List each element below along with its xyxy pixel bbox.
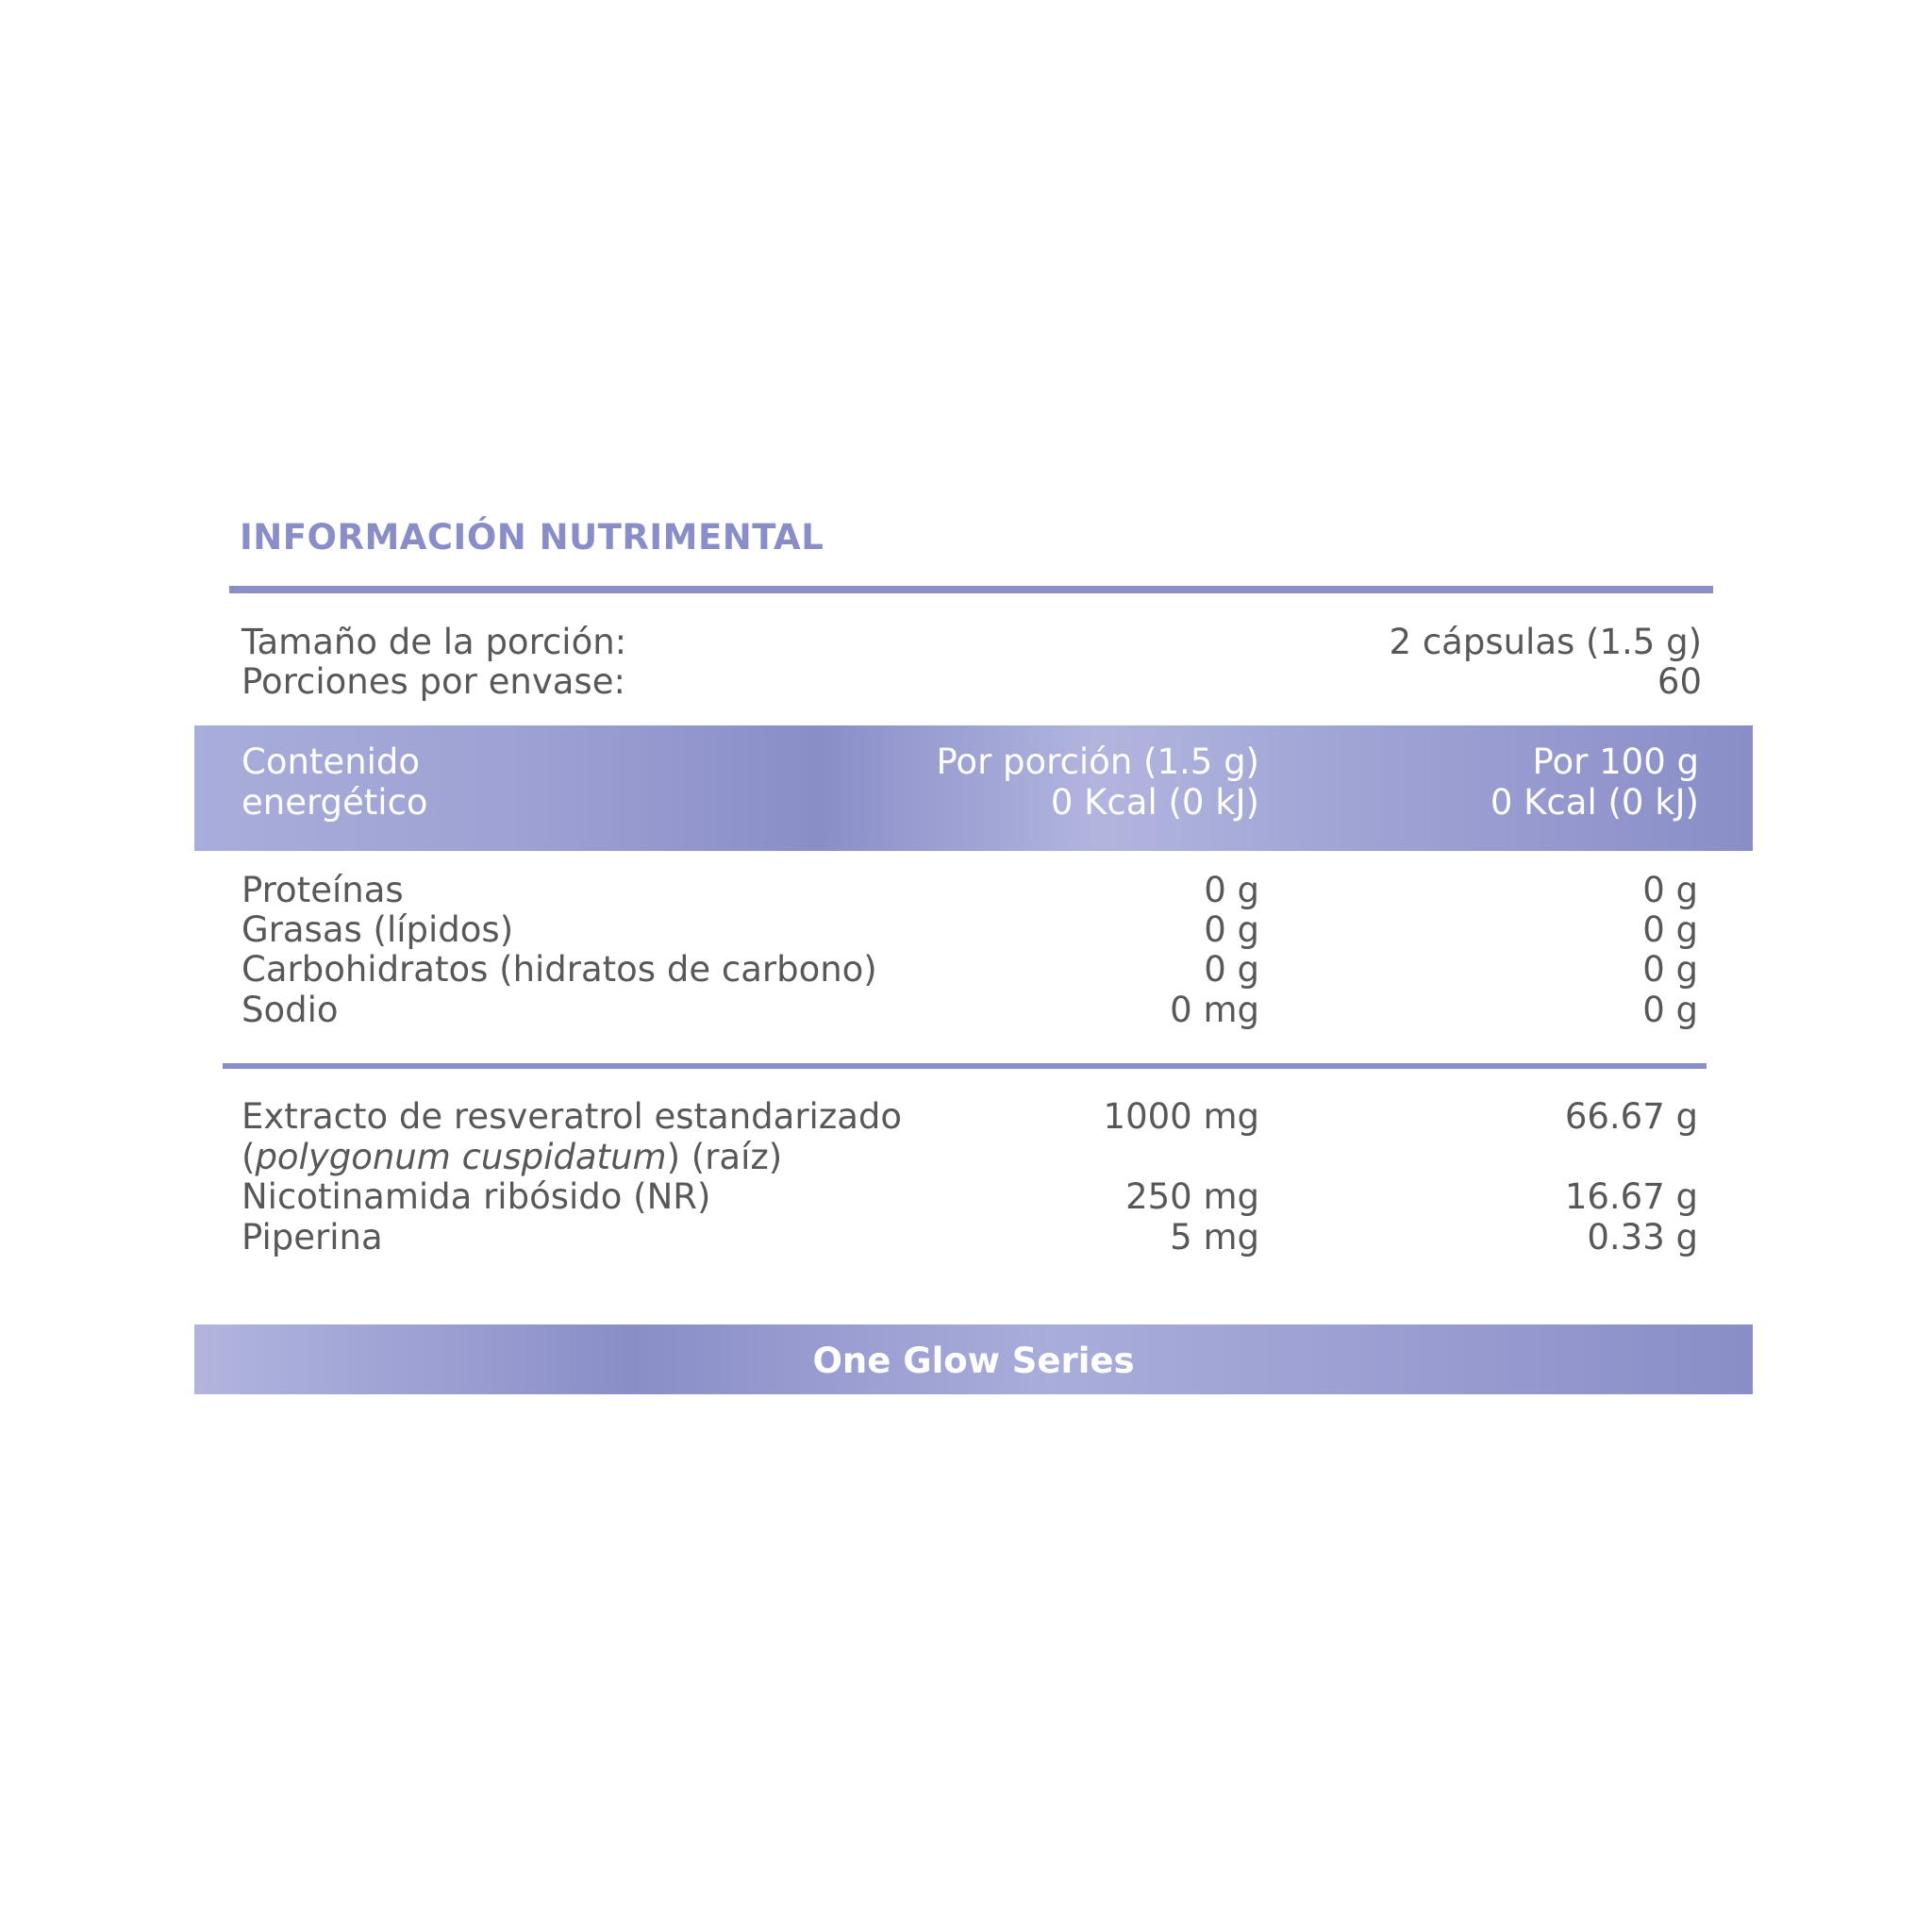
nutrient-portion-value: 0 g (1204, 909, 1259, 950)
portion-column-header: Por porción (1.5 g) (936, 741, 1259, 782)
nutrient-per100-value: 0 g (1642, 949, 1698, 990)
serving-size-row (242, 622, 1702, 662)
ingredient-per100-value: 16.67 g (1564, 1176, 1698, 1217)
top-divider (229, 586, 1713, 593)
paren-close-part: ) (raíz) (666, 1137, 783, 1177)
servings-per-container-value: 60 (1657, 661, 1702, 702)
per100-energy-value: 0 Kcal (0 kJ) (1490, 782, 1699, 823)
nutrient-portion-value: 0 mg (1170, 990, 1259, 1030)
nutrient-name: Grasas (lípidos) (242, 909, 514, 950)
paren-open: ( (242, 1137, 256, 1177)
ingredient-name: Piperina (242, 1217, 383, 1257)
energy-content-band (194, 725, 1753, 851)
energy-label-line2: energético (242, 782, 428, 823)
servings-per-container-label: Porciones por envase: (242, 661, 625, 702)
nutrient-per100-value: 0 g (1642, 990, 1698, 1030)
serving-size-value: 2 cápsulas (1.5 g) (1389, 622, 1702, 662)
energy-label-line1: Contenido (242, 741, 421, 782)
page-title: INFORMACIÓN NUTRIMENTAL (240, 517, 824, 558)
nutrient-portion-value: 0 g (1204, 949, 1259, 990)
botanical-name: polygonum cuspidatum (255, 1137, 667, 1177)
brand-series-label: One Glow Series (812, 1341, 1135, 1381)
nutrient-per100-value: 0 g (1642, 909, 1698, 950)
nutrient-per100-value: 0 g (1642, 870, 1698, 910)
footer-band (194, 1324, 1753, 1394)
nutrient-name: Proteínas (242, 870, 404, 910)
ingredient-per100-value: 66.67 g (1564, 1096, 1698, 1137)
servings-per-container-row (242, 661, 1702, 702)
ingredient-name: Nicotinamida ribósido (NR) (242, 1176, 711, 1217)
nutrient-name: Sodio (242, 990, 339, 1030)
ingredient-portion-value: 250 mg (1125, 1176, 1259, 1217)
portion-energy-value: 0 Kcal (0 kJ) (1050, 782, 1259, 823)
nutrient-portion-value: 0 g (1204, 870, 1259, 910)
ingredient-name-botanical (242, 1137, 977, 1177)
middle-divider (223, 1063, 1707, 1069)
serving-size-label: Tamaño de la porción: (242, 622, 627, 662)
ingredient-name: Extracto de resveratrol estandarizado (242, 1096, 903, 1137)
ingredient-portion-value: 1000 mg (1103, 1096, 1259, 1137)
ingredient-portion-value: 5 mg (1170, 1217, 1259, 1257)
ingredient-per100-value: 0.33 g (1587, 1217, 1698, 1257)
per100-column-header: Por 100 g (1532, 741, 1699, 782)
nutrient-name: Carbohidratos (hidratos de carbono) (242, 949, 877, 990)
